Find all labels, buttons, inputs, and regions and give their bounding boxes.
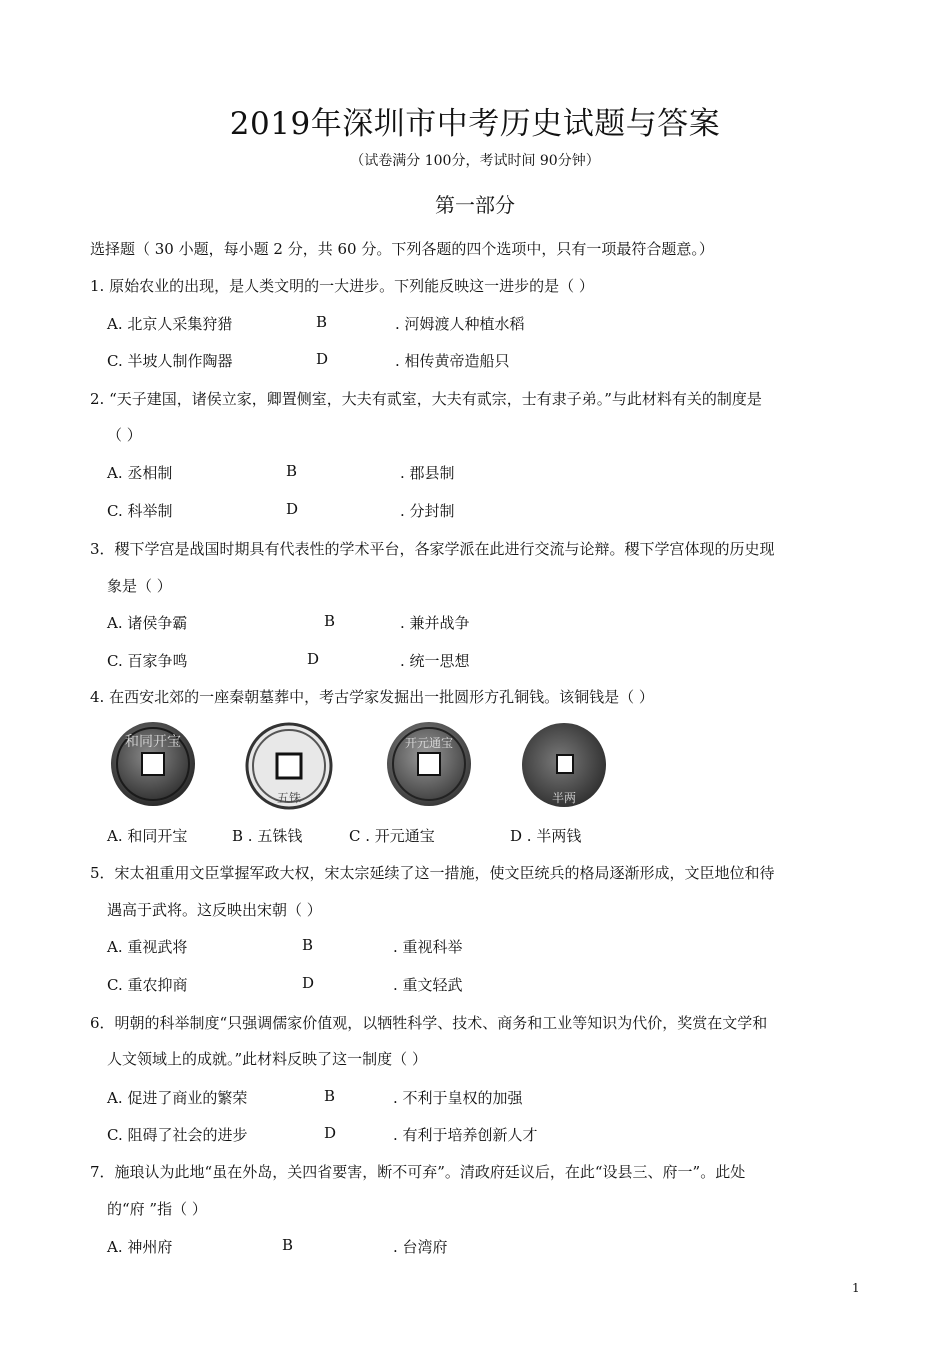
q4-option-d: D . 半两钱 xyxy=(510,827,582,845)
q3-option-d: . 统一思想 xyxy=(400,652,470,670)
q4-option-c: C . 开元通宝 xyxy=(349,827,435,845)
svg-text:开元通宝: 开元通宝 xyxy=(404,736,454,750)
q2-option-d-letter: D xyxy=(286,500,299,518)
coin-wuzhu-image xyxy=(243,720,335,812)
question-2-text: 2. “天子建国，诸侯立家，卿置侧室，大夫有贰室，大夫有贰宗，士有隶子弟。”与此材料有关的制度是 xyxy=(90,390,762,408)
q6-option-b: . 不利于皇权的加强 xyxy=(393,1089,523,1107)
q1-option-a: A. 北京人采集狩猎 xyxy=(107,315,233,333)
coin-kaiyuan-tongbao-image xyxy=(385,720,473,808)
q1-option-d-letter: D xyxy=(316,350,329,368)
svg-text:五铢: 五铢 xyxy=(276,791,302,805)
question-5-text-cont: 遇高于武将。这反映出宋朝（ ） xyxy=(107,901,322,919)
q3-option-b-letter: B xyxy=(324,612,336,630)
q5-option-b: . 重视科举 xyxy=(393,938,463,956)
q1-option-d: . 相传黄帝造船只 xyxy=(395,352,510,370)
q5-option-c: C. 重农抑商 xyxy=(107,976,188,994)
page-number: 1 xyxy=(852,1281,860,1295)
q1-option-b: . 河姆渡人种植水稻 xyxy=(395,315,525,333)
q1-option-b-letter: B xyxy=(316,313,328,331)
q2-option-b: . 郡县制 xyxy=(400,464,455,482)
q6-option-d-letter: D xyxy=(324,1124,337,1142)
question-5-text: 5．宋太祖重用文臣掌握军政大权，宋太宗延续了这一措施，使文臣统兵的格局逐渐形成，文臣地位和待 xyxy=(90,864,775,882)
question-7-text-cont: 的“府 ”指（ ） xyxy=(107,1200,207,1218)
q3-option-a: A. 诸侯争霸 xyxy=(107,614,188,632)
q5-option-b-letter: B xyxy=(302,936,314,954)
coin-images xyxy=(105,720,625,810)
q6-option-d: . 有利于培养创新人才 xyxy=(393,1126,538,1144)
coin-banliang-image xyxy=(519,720,609,810)
q7-option-a: A. 神州府 xyxy=(107,1238,173,1256)
q1-option-c: C. 半坡人制作陶器 xyxy=(107,352,233,370)
question-3-text-cont: 象是（ ） xyxy=(107,577,172,595)
q7-option-b: . 台湾府 xyxy=(393,1238,448,1256)
svg-text:和同开宝: 和同开宝 xyxy=(125,734,181,750)
q3-option-b: . 兼并战争 xyxy=(400,614,470,632)
q2-option-a: A. 丞相制 xyxy=(107,464,173,482)
question-6-text-cont: 人文领域上的成就。”此材料反映了这一制度（ ） xyxy=(107,1050,427,1068)
q6-option-c: C. 阻碍了社会的进步 xyxy=(107,1126,248,1144)
question-6-text: 6．明朝的科举制度“只强调儒家价值观，以牺牲科学、技术、商务和工业等知识为代价，奖赏在文学和 xyxy=(90,1014,768,1032)
q6-option-b-letter: B xyxy=(324,1087,336,1105)
q5-option-a: A. 重视武将 xyxy=(107,938,188,956)
part-heading: 第一部分 xyxy=(435,193,515,217)
svg-text:半两: 半两 xyxy=(551,791,577,805)
q6-option-a: A. 促进了商业的繁荣 xyxy=(107,1089,248,1107)
q4-option-a: A. 和同开宝 xyxy=(107,827,188,845)
q5-option-d-letter: D xyxy=(302,974,315,992)
question-4-text: 4. 在西安北郊的一座秦朝墓葬中，考古学家发掘出一批圆形方孔铜钱。该铜钱是（ ） xyxy=(90,688,654,706)
question-2-text-cont: （ ） xyxy=(107,426,142,444)
q3-option-c: C. 百家争鸣 xyxy=(107,652,188,670)
q2-option-d: . 分封制 xyxy=(400,502,455,520)
q2-option-c: C. 科举制 xyxy=(107,502,173,520)
q3-option-d-letter: D xyxy=(307,650,320,668)
question-7-text: 7．施琅认为此地“虽在外岛，关四省要害，断不可弃”。清政府廷议后，在此“设县三、府一”。此处 xyxy=(90,1163,746,1181)
exam-info: （试卷满分 100分，考试时间 90分钟） xyxy=(350,153,600,169)
q7-option-b-letter: B xyxy=(282,1236,294,1254)
question-3-text: 3．稷下学宫是战国时期具有代表性的学术平台，各家学派在此进行交流与论辩。稷下学宫体现的历史现 xyxy=(90,540,775,558)
q5-option-d: . 重文轻武 xyxy=(393,976,463,994)
question-1-text: 1. 原始农业的出现，是人类文明的一大进步。下列能反映这一进步的是（ ） xyxy=(90,277,594,295)
page-title: 2019年深圳市中考历史试题与答案 xyxy=(229,106,721,142)
q2-option-b-letter: B xyxy=(286,462,298,480)
q4-option-b: B . 五铢钱 xyxy=(232,827,303,845)
instructions: 选择题（ 30 小题，每小题 2 分，共 60 分。下列各题的四个选项中，只有一项最符合题意。） xyxy=(90,240,714,258)
coin-hetong-kaibao-image xyxy=(109,720,197,808)
